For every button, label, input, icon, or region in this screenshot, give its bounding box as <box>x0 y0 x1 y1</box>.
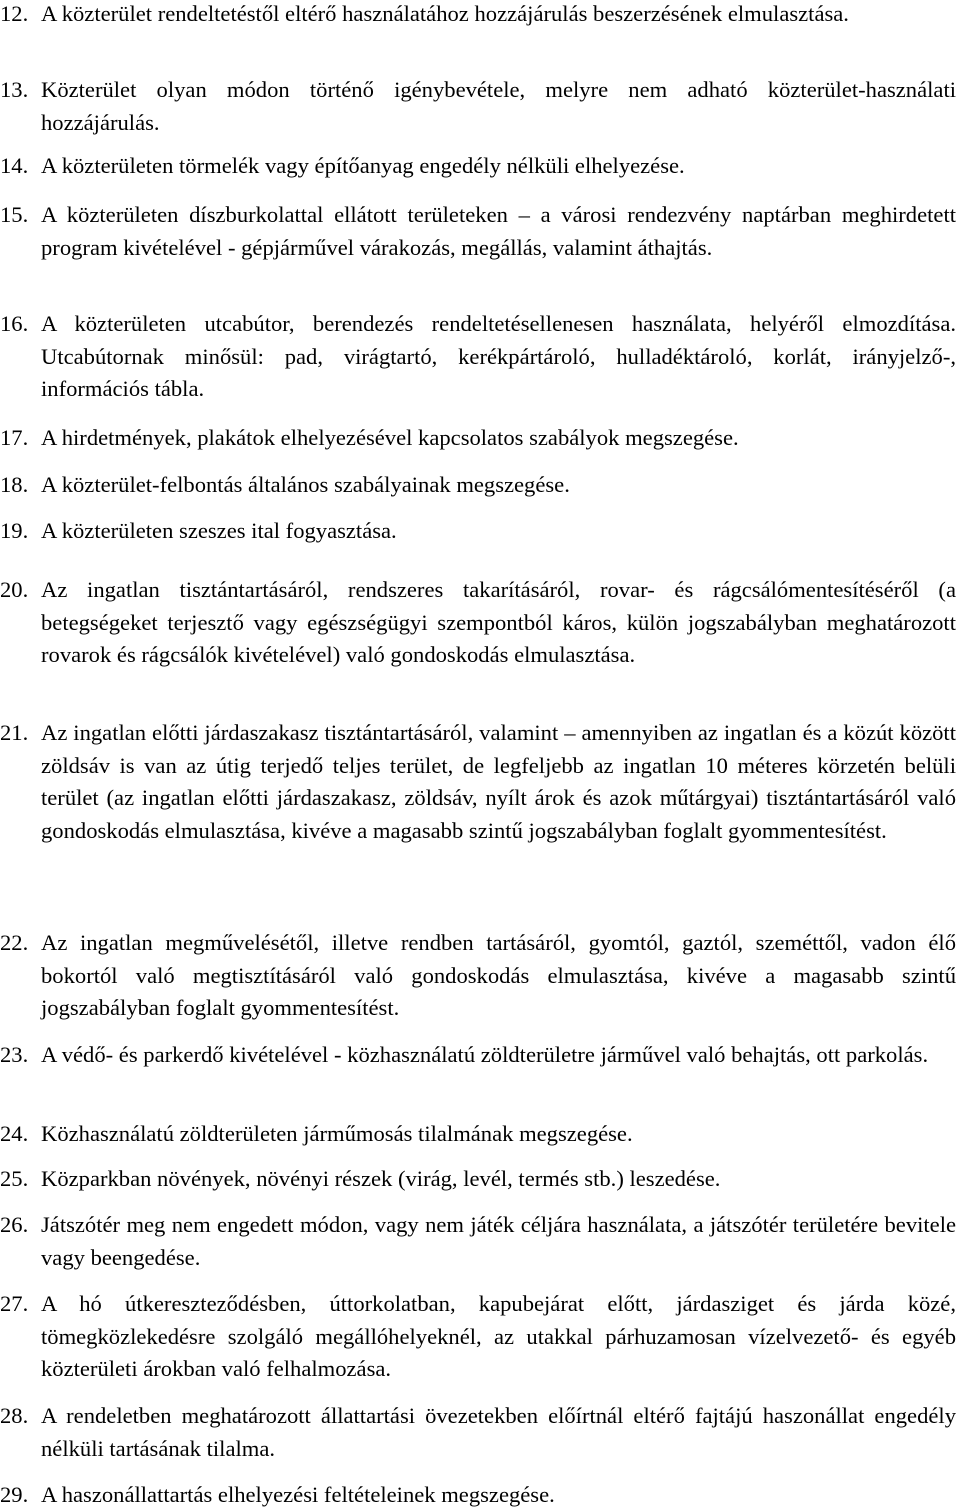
list-item <box>0 0 956 31</box>
item-text: Játszótér meg nem engedett módon, vagy nem játék céljára használata, a játszótér területére bevitele vagy beengedése. <box>41 1212 956 1270</box>
list-item <box>0 717 956 847</box>
item-number: 27. <box>0 1291 29 1316</box>
item-text: Közparkban növények, növényi részek (virág, levél, termés stb.) leszedése. <box>41 1166 721 1191</box>
item-number: 12. <box>0 1 29 26</box>
item-text: A közterületen utcabútor, berendezés rendeltetésellenesen használata, helyéről elmozdítása. Utcabútornak minősül: pad, virágtartó, kerékpártároló, hulladéktároló, korlát, irányjelző-, információs tábla. <box>41 311 956 402</box>
item-number: 13. <box>0 77 29 102</box>
list-item <box>0 927 956 1025</box>
item-text: Közhasználatú zöldterületen járműmosás tilalmának megszegése. <box>41 1121 633 1146</box>
list-item <box>0 574 956 672</box>
list-item <box>0 1479 956 1512</box>
item-number: 28. <box>0 1403 29 1428</box>
item-number: 14. <box>0 153 29 178</box>
list-item <box>0 1209 956 1274</box>
item-number: 23. <box>0 1042 29 1067</box>
item-text: Az ingatlan tisztántartásáról, rendszeres takarításáról, rovar- és rágcsálómentesítéséről (a betegségeket terjesztő vagy egészségügyi szempontból káros, külön jogszabályban meghatározott rovarok és rágcsálók kivételével) való gondoskodás elmulasztása. <box>41 577 956 668</box>
item-text: Közterület olyan módon történő igénybevétele, melyre nem adható közterület-használati hozzájárulás. <box>41 77 956 135</box>
list-item <box>0 1118 956 1151</box>
item-text: A közterületen díszburkolattal ellátott területeken – a városi rendezvény naptárban meghirdetett program kivételével - gépjárművel várakozás, megállás, valamint áthajtás. <box>41 202 956 260</box>
item-number: 17. <box>0 425 29 450</box>
item-text: Az ingatlan előtti járdaszakasz tisztántartásáról, valamint – amennyiben az ingatlan és a közút között zöldsáv is van az útig terjedő teljes terület, de legfeljebb az ingatlan 10 méteres körzetén belüli terület (az ingatlan előtti járdaszakasz, zöldsáv, nyílt árok és azok műtárgyai) tisztántartásáról való gondoskodás elmulasztása, kivéve a magasabb szintű jogszabályban foglalt gyommentesítést. <box>41 720 956 843</box>
item-text: A hó útkereszteződésben, úttorkolatban, kapubejárat előtt, járdasziget és járda közé, tömegközlekedésre szolgáló megállóhelyeknél, az utakkal párhuzamosan vízelvezető- és egyéb közterületi árokban való felhalmozása. <box>41 1291 956 1382</box>
item-number: 29. <box>0 1482 29 1507</box>
item-text: A védő- és parkerdő kivételével - közhasználatú zöldterületre járművel való behajtás, ott parkolás. <box>41 1042 929 1067</box>
item-text: A közterület rendeltetéstől eltérő használatához hozzájárulás beszerzésének elmulasztása. <box>41 1 849 26</box>
item-text: A hirdetmények, plakátok elhelyezésével kapcsolatos szabályok megszegése. <box>41 425 739 450</box>
item-text: A közterületen törmelék vagy építőanyag engedély nélküli elhelyezése. <box>41 153 685 178</box>
item-text: A közterületen szeszes ital fogyasztása. <box>41 518 397 543</box>
list-item <box>0 74 956 139</box>
item-number: 16. <box>0 311 29 336</box>
item-text: A haszonállattartás elhelyezési feltételeinek megszegése. <box>41 1482 555 1507</box>
item-number: 18. <box>0 472 29 497</box>
list-item <box>0 150 956 183</box>
list-item <box>0 469 956 502</box>
item-text: A rendeletben meghatározott állattartási övezetekben előírtnál eltérő fajtájú haszonállat engedély nélküli tartásának tilalma. <box>41 1403 956 1461</box>
item-number: 20. <box>0 577 29 602</box>
item-number: 26. <box>0 1212 29 1237</box>
item-number: 25. <box>0 1166 29 1191</box>
list-item <box>0 308 956 406</box>
list-item <box>0 1288 956 1386</box>
list-item <box>0 1039 956 1072</box>
list-item <box>0 1163 956 1196</box>
item-number: 21. <box>0 720 29 745</box>
item-number: 15. <box>0 202 29 227</box>
item-number: 22. <box>0 930 29 955</box>
item-number: 24. <box>0 1121 29 1146</box>
item-text: Az ingatlan megművelésétől, illetve rendben tartásáról, gyomtól, gaztól, szeméttől, vadon élő bokortól való megtisztításáról való gondoskodás elmulasztása, kivéve a magasabb szintű jogszabályban foglalt gyommentesítést. <box>41 930 956 1021</box>
list-item <box>0 515 956 548</box>
item-text: A közterület-felbontás általános szabályainak megszegése. <box>41 472 570 497</box>
list-item <box>0 422 956 455</box>
list-item <box>0 1400 956 1465</box>
list-item <box>0 199 956 264</box>
item-number: 19. <box>0 518 29 543</box>
